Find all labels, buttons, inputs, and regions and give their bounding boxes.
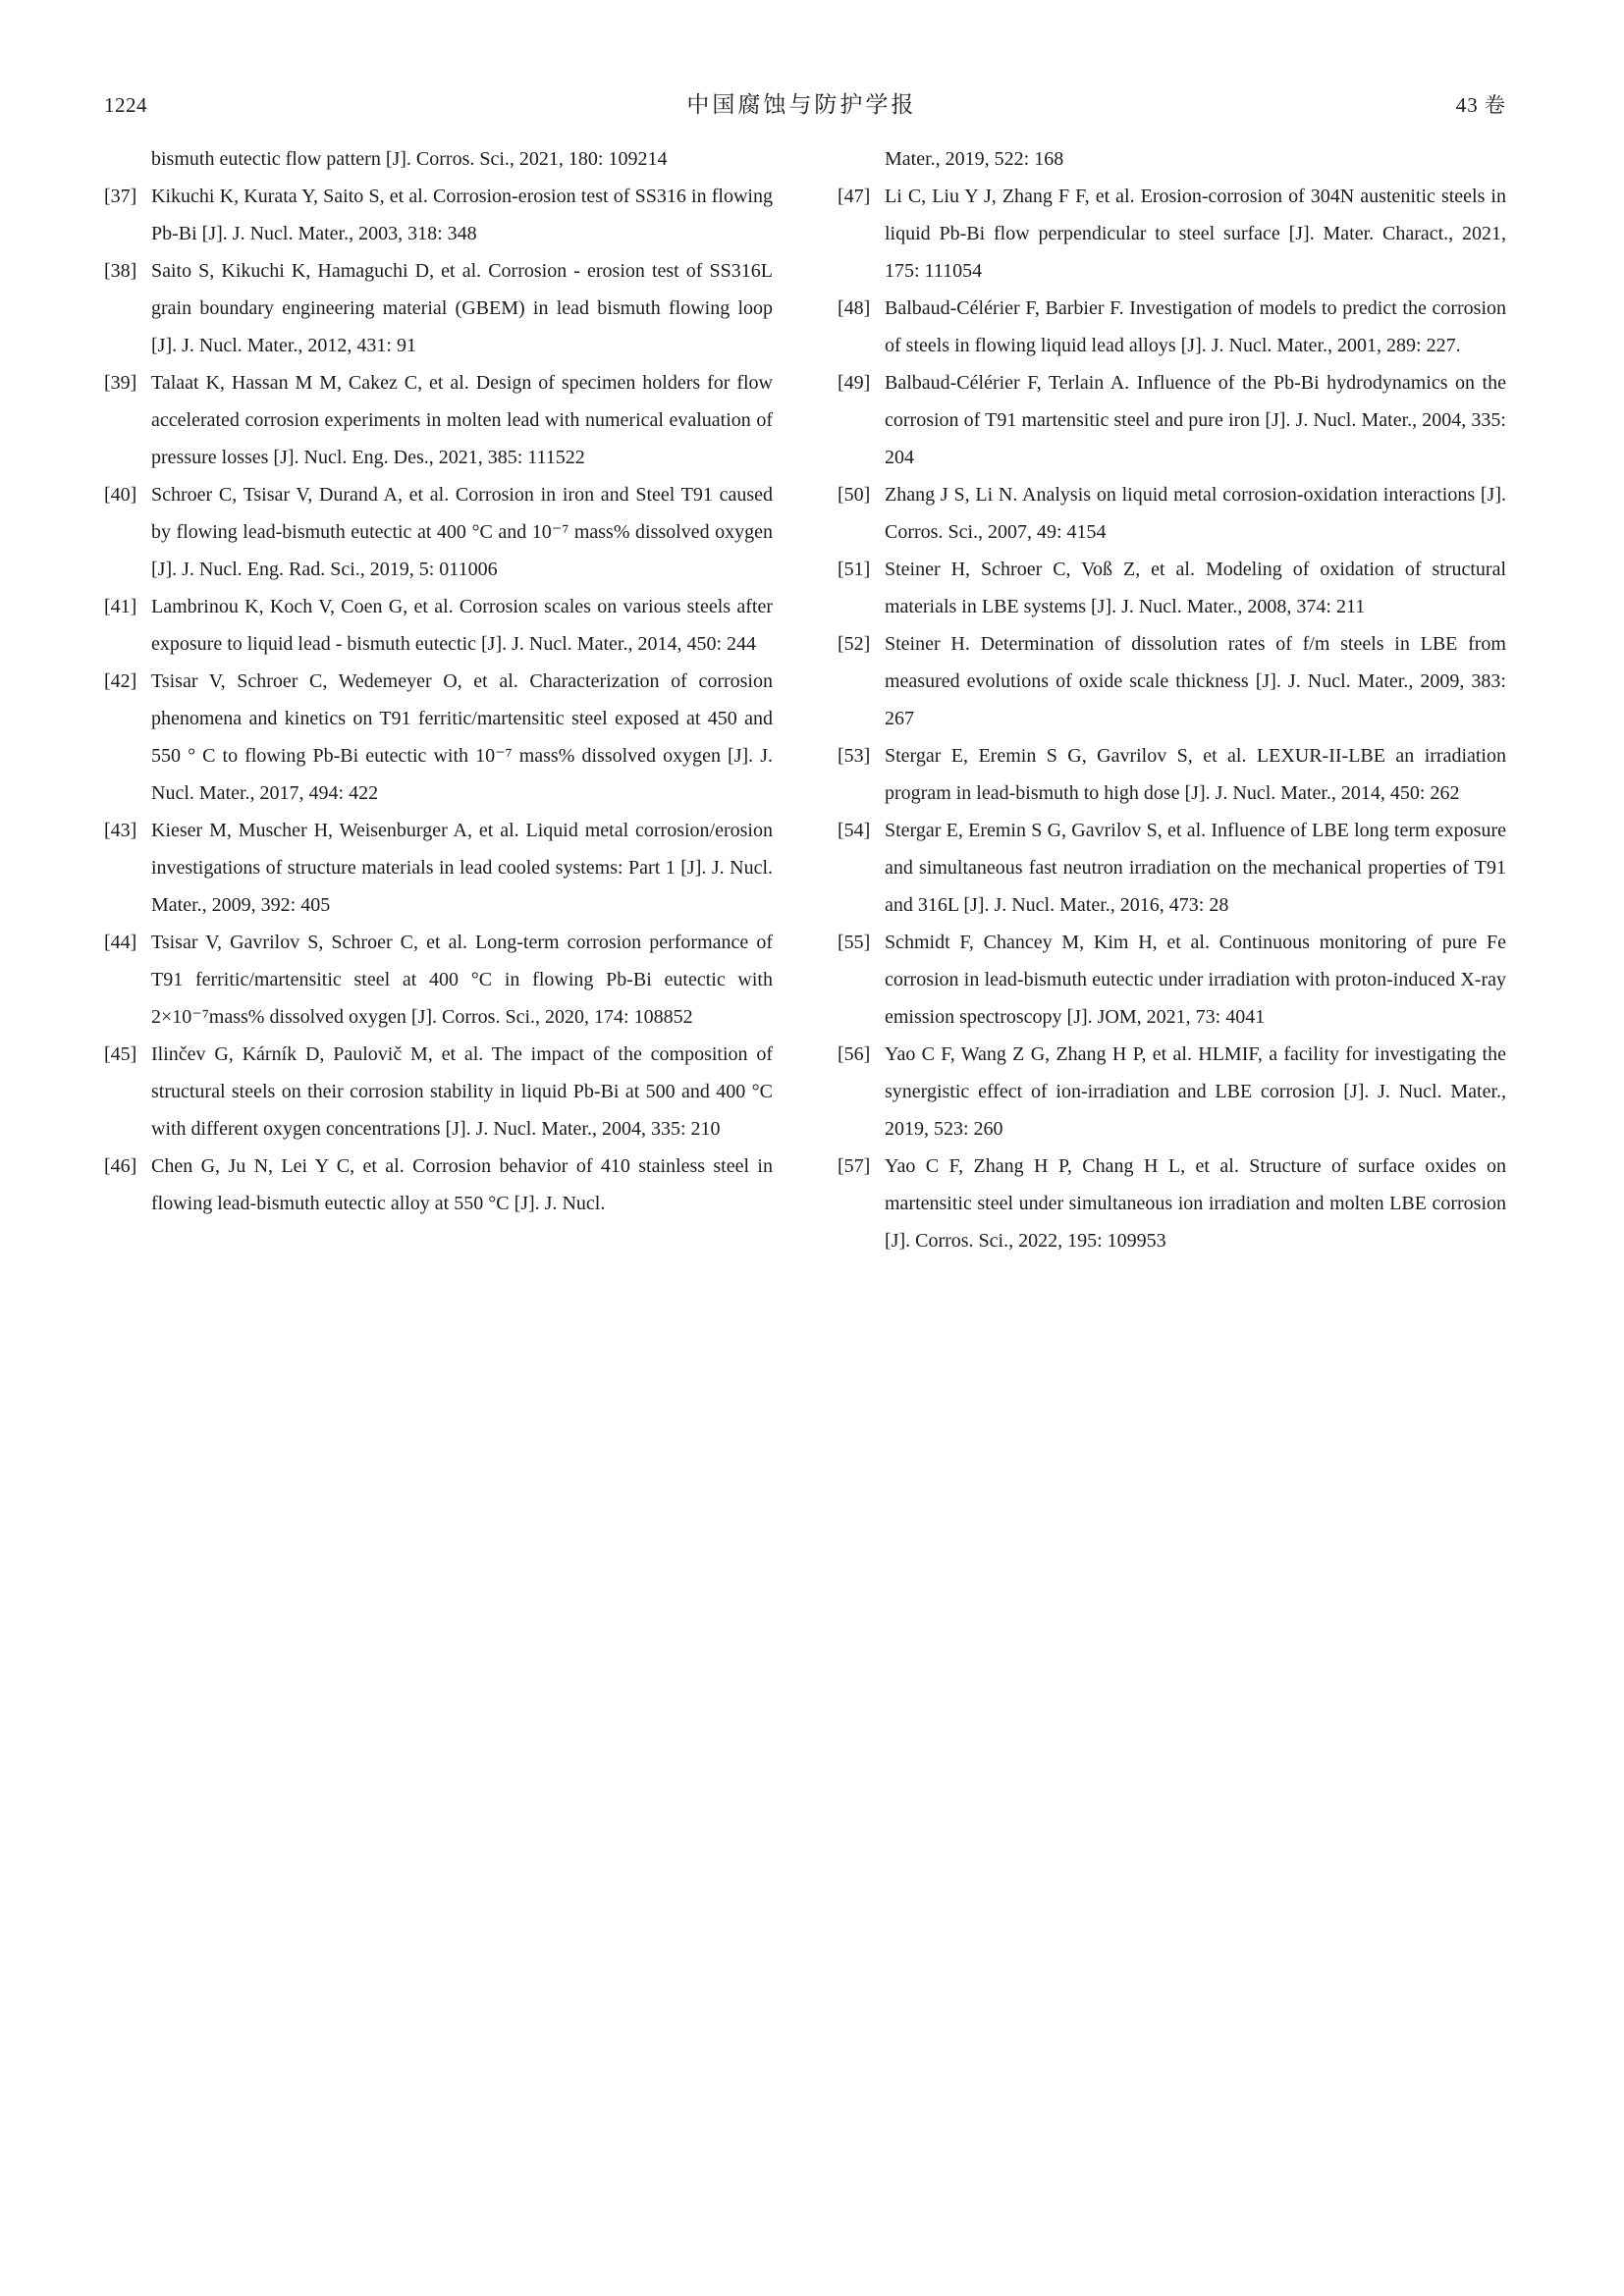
reference-label: [49]	[838, 372, 871, 394]
reference-text: Schroer C, Tsisar V, Durand A, et al. Corrosion in iron and Steel T91 caused by flowing lead-bismuth eutectic at 400 °C and 10⁻⁷ mass% dissolved oxygen [J]. J. Nucl. Eng. Rad. Sci., 2019, 5: 011006	[151, 484, 773, 580]
volume-label: 43 卷	[1455, 93, 1506, 117]
reference-label: [57]	[838, 1155, 871, 1177]
reference-item	[838, 1148, 1506, 1259]
reference-item	[838, 551, 1506, 625]
reference-label: [41]	[104, 596, 137, 617]
reference-label: [52]	[838, 633, 871, 655]
references-section	[104, 140, 1506, 1259]
reference-item	[838, 476, 1506, 551]
reference-label: [54]	[838, 820, 871, 841]
reference-label: [42]	[104, 670, 137, 692]
reference-item	[104, 663, 773, 812]
reference-item	[104, 588, 773, 663]
reference-text: Kieser M, Muscher H, Weisenburger A, et al. Liquid metal corrosion/erosion investigations of structure materials in lead cooled systems: Part 1 [J]. J. Nucl. Mater., 2009, 392: 405	[151, 820, 773, 916]
reference-label: [50]	[838, 484, 871, 506]
reference-item	[838, 364, 1506, 476]
reference-label: [38]	[104, 260, 137, 282]
reference-item	[838, 737, 1506, 812]
reference-label: [44]	[104, 932, 137, 953]
reference-label: [46]	[104, 1155, 137, 1177]
reference-continuation	[838, 140, 1506, 178]
references-left-column	[104, 140, 773, 1259]
reference-label: [53]	[838, 745, 871, 767]
reference-text: Stergar E, Eremin S G, Gavrilov S, et al. Influence of LBE long term exposure and simultaneous fast neutron irradiation on the mechanical properties of T91 and 316L [J]. J. Nucl. Mater., 2016, 473: 28	[885, 820, 1506, 916]
reference-text: Tsisar V, Schroer C, Wedemeyer O, et al. Characterization of corrosion phenomena and kinetics on T91 ferritic/martensitic steel exposed at 450 and 550 ° C to flowing Pb-Bi eutectic with 10⁻⁷ mass% dissolved oxygen [J]. J. Nucl. Mater., 2017, 494: 422	[151, 670, 773, 804]
reference-label: [43]	[104, 820, 137, 841]
reference-text: Tsisar V, Gavrilov S, Schroer C, et al. Long-term corrosion performance of T91 ferritic/martensitic steel at 400 °C in flowing Pb-Bi eutectic with 2×10⁻⁷mass% dissolved oxygen [J]. Corros. Sci., 2020, 174: 108852	[151, 932, 773, 1028]
reference-label: [39]	[104, 372, 137, 394]
page-number: 1224	[104, 93, 147, 117]
reference-label: [47]	[838, 186, 871, 207]
reference-label: [45]	[104, 1043, 137, 1065]
page-header	[104, 86, 1506, 119]
reference-text: Ilinčev G, Kárník D, Paulovič M, et al. The impact of the composition of structural steels on their corrosion stability in liquid Pb-Bi at 500 and 400 °C with different oxygen concentrations [J]. J. Nucl. Mater., 2004, 335: 210	[151, 1043, 773, 1140]
reference-text: Stergar E, Eremin S G, Gavrilov S, et al. LEXUR-II-LBE an irradiation program in lead-bismuth to high dose [J]. J. Nucl. Mater., 2014, 450: 262	[885, 745, 1506, 804]
reference-text: Steiner H, Schroer C, Voß Z, et al. Modeling of oxidation of structural materials in LBE systems [J]. J. Nucl. Mater., 2008, 374: 211	[885, 559, 1506, 617]
reference-label: [56]	[838, 1043, 871, 1065]
reference-item	[838, 1036, 1506, 1148]
reference-item	[104, 1036, 773, 1148]
reference-item	[104, 178, 773, 252]
reference-label: [48]	[838, 297, 871, 319]
reference-item	[838, 924, 1506, 1036]
reference-item	[104, 364, 773, 476]
reference-label: [51]	[838, 559, 871, 580]
reference-continuation	[104, 140, 773, 178]
reference-text: Lambrinou K, Koch V, Coen G, et al. Corrosion scales on various steels after exposure to liquid lead - bismuth eutectic [J]. J. Nucl. Mater., 2014, 450: 244	[151, 596, 773, 655]
reference-item	[104, 812, 773, 924]
reference-item	[838, 290, 1506, 364]
reference-text: Yao C F, Wang Z G, Zhang H P, et al. HLMIF, a facility for investigating the synergistic effect of ion-irradiation and LBE corrosion [J]. J. Nucl. Mater., 2019, 523: 260	[885, 1043, 1506, 1140]
reference-text: Saito S, Kikuchi K, Hamaguchi D, et al. Corrosion - erosion test of SS316L grain boundary engineering material (GBEM) in lead bismuth flowing loop [J]. J. Nucl. Mater., 2012, 431: 91	[151, 260, 773, 356]
reference-item	[838, 625, 1506, 737]
reference-item	[104, 252, 773, 364]
reference-text: bismuth eutectic flow pattern [J]. Corros. Sci., 2021, 180: 109214	[151, 148, 668, 170]
reference-text: Zhang J S, Li N. Analysis on liquid metal corrosion-oxidation interactions [J]. Corros. Sci., 2007, 49: 4154	[885, 484, 1506, 543]
reference-item	[104, 1148, 773, 1222]
reference-label: [55]	[838, 932, 871, 953]
reference-item	[838, 812, 1506, 924]
reference-text: Schmidt F, Chancey M, Kim H, et al. Continuous monitoring of pure Fe corrosion in lead-bismuth eutectic under irradiation with proton-induced X-ray emission spectroscopy [J]. JOM, 2021, 73: 4041	[885, 932, 1506, 1028]
reference-text: Talaat K, Hassan M M, Cakez C, et al. Design of specimen holders for flow accelerated corrosion experiments in molten lead with numerical evaluation of pressure losses [J]. Nucl. Eng. Des., 2021, 385: 111522	[151, 372, 773, 468]
reference-text: Mater., 2019, 522: 168	[885, 148, 1064, 170]
reference-text: Yao C F, Zhang H P, Chang H L, et al. Structure of surface oxides on martensitic steel under simultaneous ion irradiation and molten LBE corrosion [J]. Corros. Sci., 2022, 195: 109953	[885, 1155, 1506, 1252]
reference-label: [40]	[104, 484, 137, 506]
journal-title: 中国腐蚀与防护学报	[686, 92, 917, 117]
reference-text: Kikuchi K, Kurata Y, Saito S, et al. Corrosion-erosion test of SS316 in flowing Pb-Bi [J]. J. Nucl. Mater., 2003, 318: 348	[151, 186, 773, 244]
reference-text: Chen G, Ju N, Lei Y C, et al. Corrosion behavior of 410 stainless steel in flowing lead-bismuth eutectic alloy at 550 °C [J]. J. Nucl.	[151, 1155, 773, 1214]
reference-text: Balbaud-Célérier F, Barbier F. Investigation of models to predict the corrosion of steels in flowing liquid lead alloys [J]. J. Nucl. Mater., 2001, 289: 227.	[885, 297, 1506, 356]
reference-item	[104, 476, 773, 588]
reference-item	[104, 924, 773, 1036]
reference-text: Balbaud-Célérier F, Terlain A. Influence of the Pb-Bi hydrodynamics on the corrosion of T91 martensitic steel and pure iron [J]. J. Nucl. Mater., 2004, 335: 204	[885, 372, 1506, 468]
references-right-column	[838, 140, 1506, 1259]
reference-text: Li C, Liu Y J, Zhang F F, et al. Erosion-corrosion of 304N austenitic steels in liquid Pb-Bi flow perpendicular to steel surface [J]. Mater. Charact., 2021, 175: 111054	[885, 186, 1506, 282]
reference-item	[838, 178, 1506, 290]
reference-text: Steiner H. Determination of dissolution rates of f/m steels in LBE from measured evolutions of oxide scale thickness [J]. J. Nucl. Mater., 2009, 383: 267	[885, 633, 1506, 729]
reference-label: [37]	[104, 186, 137, 207]
